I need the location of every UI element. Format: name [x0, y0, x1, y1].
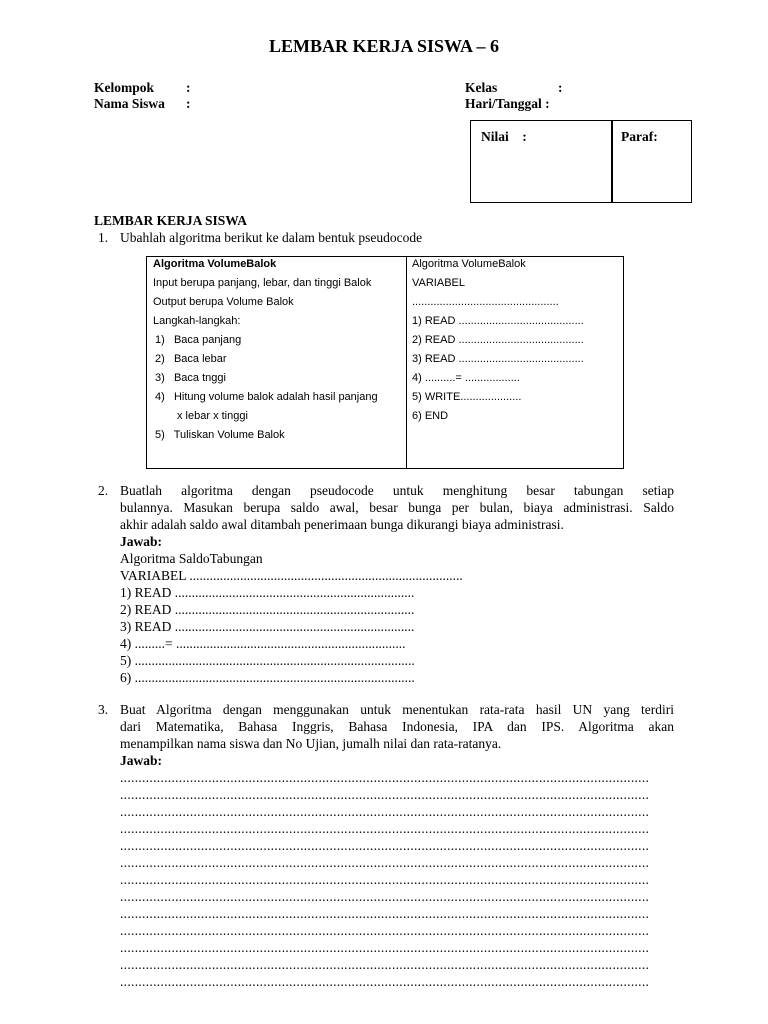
answer-dotline: ................................................................................................................................................: [120, 821, 650, 836]
q3-text-line: menampilkan nama siswa dan No Ujian, jumalh nilai dan rata-ratanya.: [120, 736, 502, 751]
q1-text: Ubahlah algoritma berikut ke dalam bentuk pseudocode: [120, 230, 423, 245]
q2-answer-line: 4) .........= ....................................................................: [120, 636, 406, 651]
right-algo-line: 2) READ .........................................: [412, 334, 584, 346]
answer-dotline: ................................................................................................................................................: [120, 889, 650, 904]
q2-jawab: Jawab:: [120, 534, 163, 549]
answer-dotline: ................................................................................................................................................: [120, 804, 650, 819]
q2-number: 2.: [98, 483, 109, 498]
answer-dotline: ................................................................................................................................................: [120, 940, 650, 955]
q2-text-line: bulannya. Masukan berupa saldo awal, besar bunga per bulan, biaya administrasi. Saldo: [120, 500, 674, 515]
left-algo-step: 3) Baca tnggi: [155, 372, 226, 384]
right-algo-title: Algoritma VolumeBalok: [412, 258, 526, 270]
right-algo-line: 3) READ .........................................: [412, 353, 584, 365]
algorithm-table-divider: [406, 257, 407, 468]
nama-siswa-colon: :: [186, 96, 191, 111]
kelompok-label: Kelompok: [94, 80, 155, 95]
right-algo-line: VARIABEL: [412, 277, 465, 289]
left-algo-step: 5) Tuliskan Volume Balok: [155, 429, 285, 441]
answer-dotline: ................................................................................................................................................: [120, 906, 650, 921]
answer-dotline: ................................................................................................................................................: [120, 855, 650, 870]
section-title: LEMBAR KERJA SISWA: [94, 213, 248, 228]
kelas-colon: :: [558, 80, 563, 95]
left-algo-step: 1) Baca panjang: [155, 334, 242, 346]
right-algo-line: 4) ..........= ..................: [412, 372, 520, 384]
q3-text-line: dari Matematika, Bahasa Inggris, Bahasa Indonesia, IPA dan IPS. Algoritma akan: [120, 719, 674, 734]
algorithm-table: [146, 256, 624, 469]
kelas-label: Kelas: [465, 80, 498, 95]
grade-box-divider: [611, 121, 613, 202]
hari-tanggal-label: Hari/Tanggal :: [465, 96, 550, 111]
q2-answer-line: VARIABEL .................................................................................: [120, 568, 463, 583]
q2-answer-line: 5) ...................................................................................: [120, 653, 415, 668]
right-algo-line: 1) READ .........................................: [412, 315, 584, 327]
left-algo-title: Algoritma VolumeBalok: [153, 258, 277, 270]
answer-dotline: ................................................................................................................................................: [120, 838, 650, 853]
answer-dotline: ................................................................................................................................................: [120, 787, 650, 802]
q2-text-line: akhir adalah saldo awal ditambah penerimaan bunga dikurangi biaya administrasi.: [120, 517, 564, 532]
q2-answer-line: 3) READ .......................................................................: [120, 619, 415, 634]
nilai-label: Nilai :: [481, 129, 527, 144]
nama-siswa-label: Nama Siswa: [94, 96, 165, 111]
q3-jawab: Jawab:: [120, 753, 163, 768]
q2-answer-line: 2) READ .......................................................................: [120, 602, 415, 617]
q2-answer-line: 6) ...................................................................................: [120, 670, 415, 685]
right-algo-line: ................................................: [412, 296, 559, 308]
left-algo-line: Output berupa Volume Balok: [153, 296, 294, 308]
answer-dotline: ................................................................................................................................................: [120, 974, 650, 989]
answer-dotline: ................................................................................................................................................: [120, 872, 650, 887]
q2-text-line: Buatlah algoritma dengan pseudocode untuk menghitung besar tabungan setiap: [120, 483, 674, 498]
left-algo-step: 2) Baca lebar: [155, 353, 227, 365]
left-algo-line: Langkah-langkah:: [153, 315, 241, 327]
kelompok-colon: :: [186, 80, 191, 95]
left-algo-step: 4) Hitung volume balok adalah hasil panjang: [155, 391, 378, 403]
left-algo-line: Input berupa panjang, lebar, dan tinggi Balok: [153, 277, 372, 289]
answer-dotline: ................................................................................................................................................: [120, 957, 650, 972]
q2-answer-line: 1) READ .......................................................................: [120, 585, 415, 600]
right-algo-line: 6) END: [412, 410, 449, 422]
right-algo-line: 5) WRITE....................: [412, 391, 522, 403]
answer-dotline: ................................................................................................................................................: [120, 923, 650, 938]
q2-answer-line: Algoritma SaldoTabungan: [120, 551, 263, 566]
paraf-label: Paraf:: [621, 129, 658, 144]
q3-text-line: Buat Algoritma dengan menggunakan untuk menentukan rata-rata hasil UN yang terdiri: [120, 702, 674, 717]
answer-dotline: ................................................................................................................................................: [120, 770, 650, 785]
page-title: LEMBAR KERJA SISWA – 6: [268, 36, 500, 56]
q3-number: 3.: [98, 702, 109, 717]
q1-number: 1.: [98, 230, 109, 245]
grade-box: [470, 120, 692, 203]
left-algo-step-cont: x lebar x tinggi: [177, 410, 248, 422]
